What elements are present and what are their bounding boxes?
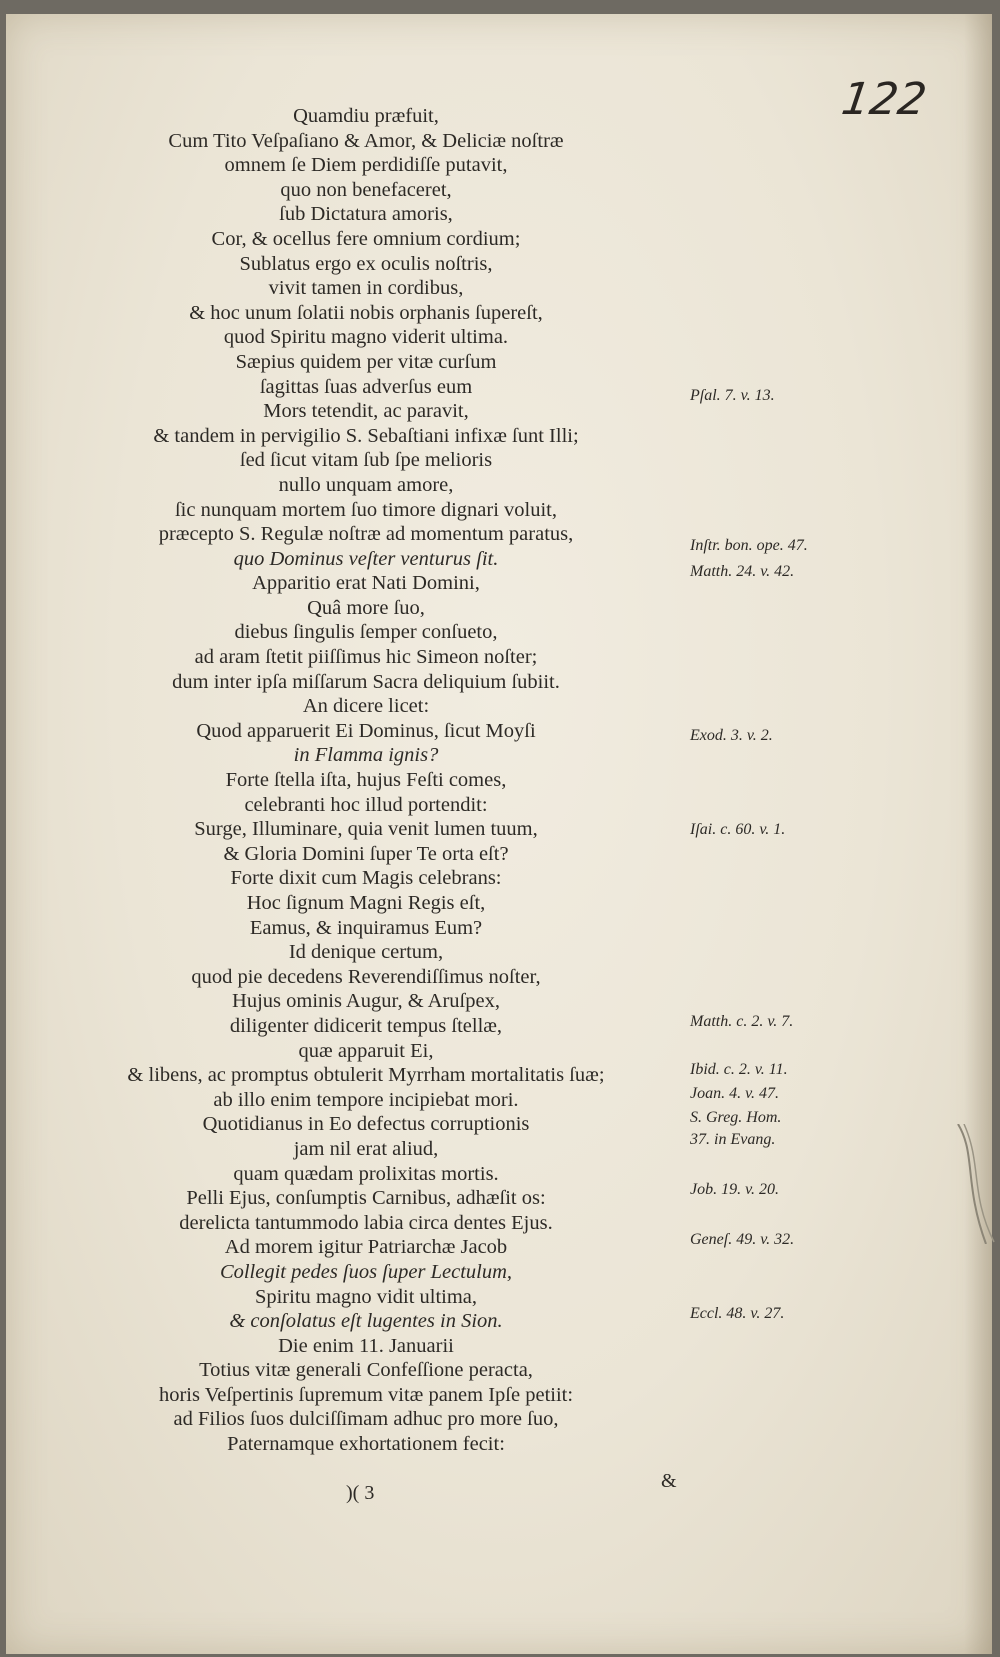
text-line: præcepto S. Regulæ noſtræ ad momentum paratus, — [158, 523, 574, 546]
text-line: diebus ſingulis ſemper conſueto, — [234, 621, 498, 644]
text-line: Eamus, & inquiramus Eum? — [249, 916, 483, 939]
margin-note: Eccl. 48. v. 27. — [690, 1305, 785, 1322]
text-line: horis Veſpertinis ſupremum vitæ panem Ipſe petiit: — [158, 1383, 574, 1406]
text-line: ſagittas ſuas adverſus eum — [259, 375, 473, 398]
text-line: & Gloria Domini ſuper Te orta eſt? — [223, 842, 509, 865]
text-line: Hujus ominis Augur, & Aruſpex, — [232, 990, 500, 1013]
margin-note: 37. in Evang. — [690, 1131, 776, 1148]
text-line: celebranti hoc illud portendit: — [244, 793, 488, 816]
text-line: Ad morem igitur Patriarchæ Jacob — [224, 1236, 508, 1259]
text-line: & hoc unum ſolatii nobis orphanis ſupereſt, — [189, 301, 543, 324]
text-line: Die enim 11. Januarii — [278, 1334, 454, 1357]
signature-mark: )( 3 — [346, 1482, 375, 1504]
text-line: Hoc ſignum Magni Regis eſt, — [246, 892, 486, 914]
margin-note: Iſai. c. 60. v. 1. — [690, 821, 786, 838]
margin-note: Joan. 4. v. 47. — [690, 1085, 780, 1102]
text-line: ſed ſicut vitam ſub ſpe melioris — [239, 449, 493, 472]
text-line: Forte ſtella iſta, hujus Feſti comes, — [225, 769, 507, 792]
text-line: quo non benefaceret, — [280, 178, 452, 201]
margin-note: Exod. 3. v. 2. — [690, 727, 773, 744]
text-line: Apparitio erat Nati Domini, — [252, 572, 480, 595]
text-line: dum inter ipſa miſſarum Sacra deliquium ſubiit. — [172, 670, 560, 693]
text-line: Quâ more ſuo, — [307, 596, 425, 619]
page-number: 122 — [838, 74, 930, 125]
text-line: ad Filios ſuos dulciſſimam adhuc pro more ſuo, — [173, 1408, 559, 1431]
text-line: derelicta tantummodo labia circa dentes Ejus. — [179, 1211, 553, 1234]
margin-note: Job. 19. v. 20. — [690, 1181, 780, 1198]
text-line: quo Dominus veſter venturus ſit. — [233, 547, 499, 570]
text-line: Id denique certum, — [288, 941, 444, 964]
margin-note: Ibid. c. 2. v. 11. — [690, 1061, 788, 1078]
margin-note: Geneſ. 49. v. 32. — [690, 1231, 795, 1248]
text-line: Cum Tito Veſpaſiano & Amor, & Deliciæ noſtræ — [168, 129, 564, 152]
text-line: Quamdiu præfuit, — [293, 105, 439, 127]
text-line: Surge, Illuminare, quia venit lumen tuum, — [194, 818, 538, 841]
text-line: quam quædam prolixitas mortis. — [233, 1162, 499, 1185]
text-line: An dicere licet: — [302, 695, 430, 718]
text-line: ſub Dictatura amoris, — [279, 203, 453, 226]
text-line: omnem ſe Diem perdidiſſe putavit, — [224, 154, 508, 177]
text-line: diligenter didicerit tempus ſtellæ, — [229, 1014, 503, 1037]
text-line: Sublatus ergo ex oculis noſtris, — [239, 252, 493, 275]
page-edge-shadow — [964, 14, 992, 1654]
text-line: Quotidianus in Eo defectus corruptionis — [202, 1113, 530, 1136]
text-line: ad aram ſtetit piiſſimus hic Simeon noſter; — [194, 646, 538, 669]
margin-note: Pſal. 7. v. 13. — [690, 387, 775, 404]
text-line: & libens, ac promptus obtulerit Myrrham mortalitatis ſuæ; — [127, 1064, 605, 1087]
text-line: Spiritu magno vidit ultima, — [254, 1285, 478, 1308]
text-line: Forte dixit cum Magis celebrans: — [230, 867, 502, 890]
text-line: Collegit pedes ſuos ſuper Lectulum, — [219, 1260, 513, 1283]
text-line: Mors tetendit, ac paravit, — [263, 400, 469, 423]
text-line: quæ apparuit Ei, — [298, 1039, 434, 1062]
text-line: nullo unquam amore, — [278, 473, 454, 496]
margin-note: Inſtr. bon. ope. 47. — [690, 537, 808, 554]
text-line: Cor, & ocellus fere omnium cordium; — [211, 227, 521, 250]
text-line: jam nil erat aliud, — [293, 1137, 439, 1160]
text-line: in Flamma ignis? — [293, 744, 439, 767]
text-line: Totius vitæ generali Confeſſione peracta, — [199, 1359, 533, 1382]
margin-note: Matth. 24. v. 42. — [690, 563, 795, 580]
text-line: ab illo enim tempore incipiebat mori. — [213, 1088, 519, 1111]
catchword: & — [661, 1470, 677, 1492]
text-line: Sæpius quidem per vitæ curſum — [235, 350, 497, 373]
main-text-column — [66, 104, 666, 1457]
margin-note: S. Greg. Hom. — [690, 1109, 782, 1126]
margin-note: Matth. c. 2. v. 7. — [690, 1013, 794, 1030]
text-line: ſic nunquam mortem ſuo timore dignari voluit, — [174, 498, 558, 521]
book-page — [6, 14, 992, 1654]
text-line: Pelli Ejus, conſumptis Carnibus, adhæſit os: — [186, 1187, 546, 1210]
binding-thread-icon — [956, 1124, 996, 1244]
text-line: Paternamque exhortationem fecit: — [227, 1433, 505, 1456]
text-line: vivit tamen in cordibus, — [268, 277, 464, 300]
text-line: & conſolatus eſt lugentes in Sion. — [229, 1310, 503, 1333]
text-line: Quod apparuerit Ei Dominus, ſicut Moyſi — [196, 719, 536, 742]
text-line: & tandem in pervigilio S. Sebaſtiani infixæ ſunt Illi; — [153, 424, 579, 447]
text-line: quod pie decedens Reverendiſſimus noſter, — [191, 965, 541, 988]
text-line: quod Spiritu magno viderit ultima. — [223, 326, 509, 349]
